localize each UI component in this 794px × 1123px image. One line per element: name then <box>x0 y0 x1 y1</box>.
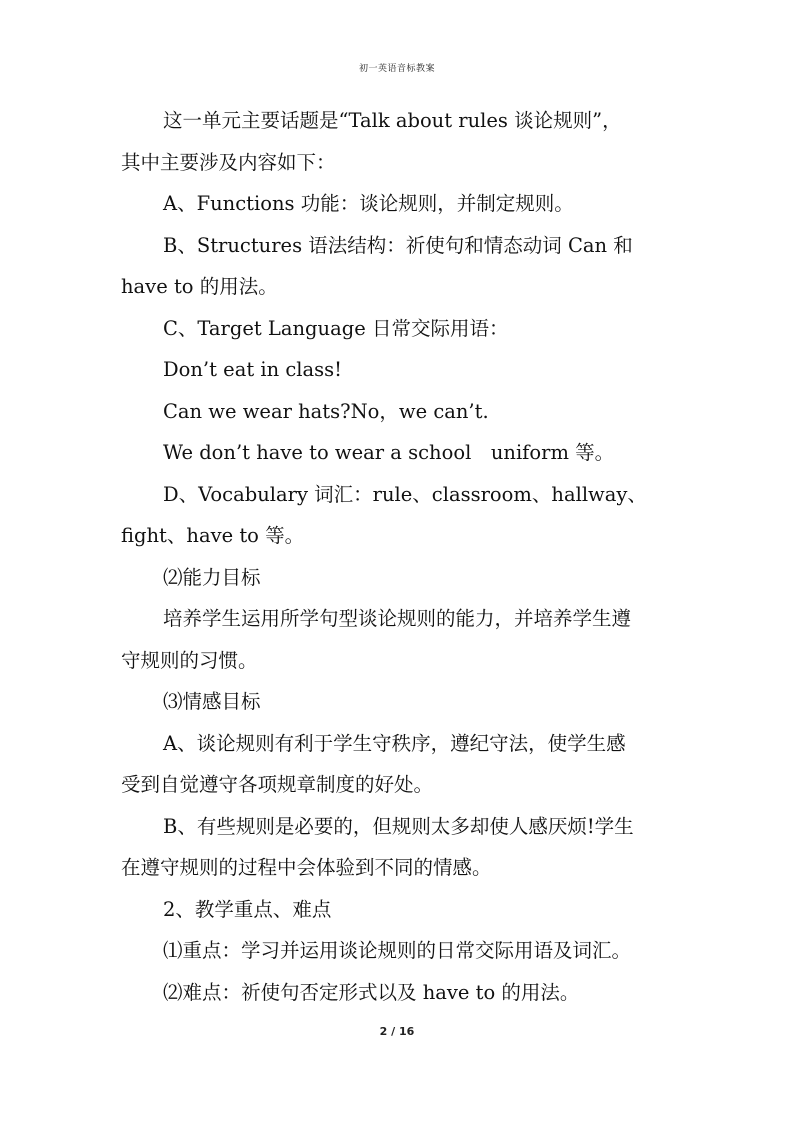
paragraph-line: ⑴重点：学习并运用谈论规则的日常交际用语及词汇。 <box>163 939 632 962</box>
paragraph-line: Can we wear hats?No，we can’t. <box>163 399 489 423</box>
paragraph-line: 培养学生运用所学句型谈论规则的能力，并培养学生遵 <box>163 607 632 630</box>
paragraph-line: B、Structures 语法结构：祈使句和情态动词 Can 和 <box>163 233 633 257</box>
document-body <box>121 100 681 1013</box>
paragraph-line: B、有些规则是必要的，但规则太多却使人感厌烦!学生 <box>163 814 634 838</box>
page-number: 2 / 16 <box>379 1025 415 1038</box>
paragraph-line: We don’t have to wear a school uniform 等。 <box>163 441 615 464</box>
paragraph-line: A、Functions 功能：谈论规则，并制定规则。 <box>163 192 574 215</box>
paragraph-line: 其中主要涉及内容如下： <box>121 150 336 174</box>
section-heading: ⑵能力目标 <box>163 565 261 589</box>
paragraph-line: 在遵守规则的过程中会体验到不同的情感。 <box>121 856 492 879</box>
paragraph-line: 守规则的习惯。 <box>121 648 258 672</box>
paragraph-line: fight、have to 等。 <box>121 524 305 547</box>
paragraph-line: have to 的用法。 <box>121 275 278 298</box>
paragraph-line: 这一单元主要话题是“Talk about rules 谈论规则”， <box>163 109 622 132</box>
paragraph-line: A、谈论规则有利于学生守秩序，遵纪守法，使学生感 <box>163 731 626 755</box>
paragraph-line: ⑵难点：祈使句否定形式以及 have to 的用法。 <box>163 980 580 1004</box>
paragraph-line: 受到自觉遵守各项规章制度的好处。 <box>121 773 434 796</box>
paragraph-line: C、Target Language 日常交际用语： <box>163 316 509 340</box>
section-heading: ⑶情感目标 <box>163 690 261 713</box>
paragraph-line: Don’t eat in class! <box>163 358 342 381</box>
paragraph-line: D、Vocabulary 词汇：rule、classroom、hallway、 <box>163 482 647 506</box>
section-heading: 2、教学重点、难点 <box>163 897 332 921</box>
page-header: 初一英语音标教案 <box>358 64 435 74</box>
